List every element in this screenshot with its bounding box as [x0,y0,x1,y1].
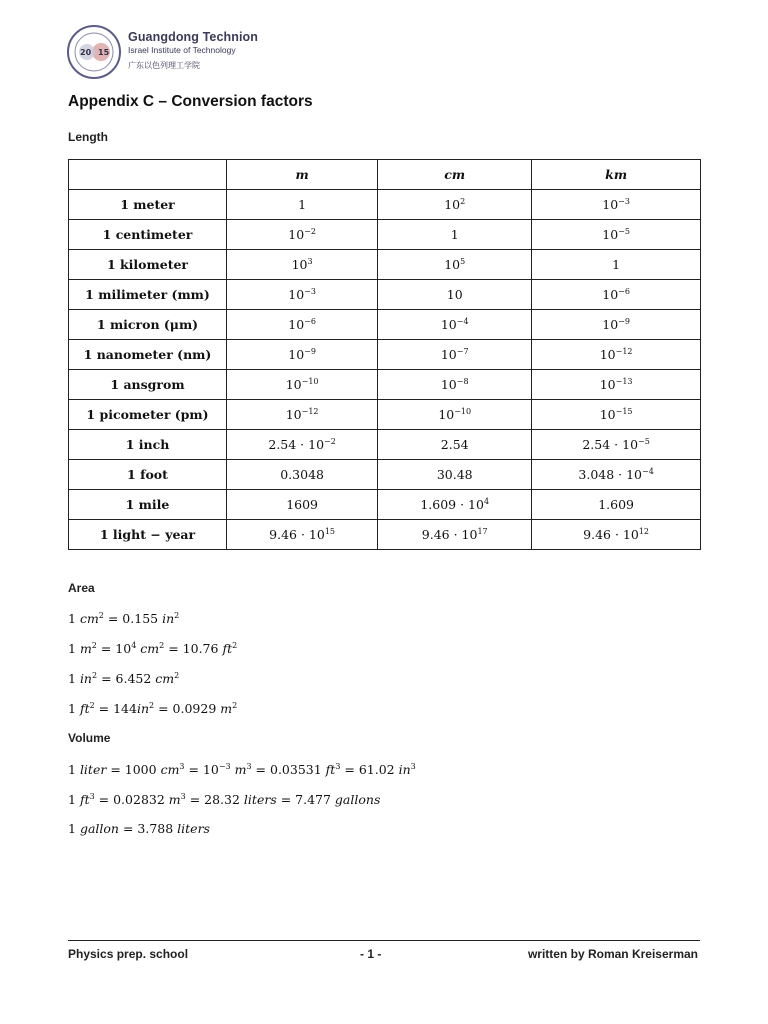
section-heading-length: Length [68,130,108,144]
unit: m [220,701,233,716]
column-header: km [532,160,701,190]
cell-exponent: −9 [304,347,316,356]
cell-base: 10 [440,377,457,392]
area-equation [68,701,237,716]
row-header: 1 light − year [69,520,227,550]
cell-base: 10 [288,227,305,242]
table-row [69,340,701,370]
cell-base: 10 [440,347,457,362]
cell-base: 10 [291,257,308,272]
table-cell [227,340,378,370]
unit: m [168,792,181,807]
table-cell [378,520,532,550]
cell-exponent: −10 [301,377,319,386]
cell-base: 10 [285,407,302,422]
unit: ft [325,762,336,777]
cell-base: 2.54 · 10 [268,437,325,452]
table-row [69,520,701,550]
equation-text: 1 [68,792,80,807]
table-row [69,370,701,400]
exponent: 2 [174,611,180,620]
exponent: 2 [232,701,238,710]
volume-equation [68,821,210,836]
table-row [69,310,701,340]
cell-base: 9.46 · 10 [269,527,325,542]
table-cell [227,460,378,490]
cell-exponent: −3 [304,287,316,296]
row-header: 1 micron (μm) [69,310,227,340]
cell-base: 10 [602,227,619,242]
cell-base: 9.46 · 10 [421,527,478,542]
corner-cell [69,160,227,190]
equation-text: = 10.76 [164,641,223,656]
cell-base: 2.54 [440,437,469,452]
unit: gallons [334,792,381,807]
cell-base: 10 [444,257,461,272]
row-header: 1 nanometer (nm) [69,340,227,370]
cell-exponent: −2 [324,437,336,446]
footer-author: written by Roman Kreiserman [527,947,698,961]
exponent: 2 [159,641,165,650]
cell-exponent: −5 [638,437,650,446]
row-header: 1 meter [69,190,227,220]
equation-text: = 10 [184,762,219,777]
table-cell [378,280,532,310]
equation-text: = 3.788 [118,821,178,836]
cell-base: 10 [599,347,616,362]
cell-base: 30.48 [436,467,473,482]
cell-base: 0.3048 [280,467,324,482]
footer-school: Physics prep. school [68,947,189,961]
equation-text: = 0.155 [103,611,163,626]
table-cell [378,460,532,490]
table-row [69,400,701,430]
cell-exponent: 12 [638,527,650,536]
exponent: 2 [91,641,97,650]
table-cell [532,280,701,310]
cell-base: 10 [440,317,457,332]
page-number: - 1 - [360,947,382,961]
cell-exponent: −4 [456,317,469,326]
table-cell [532,340,701,370]
exponent: 3 [180,792,186,801]
equation-text: = 10 [96,641,132,656]
cell-exponent: 3 [307,257,313,266]
section-heading-area: Area [68,581,95,595]
exponent: 3 [179,762,185,771]
cell-base: 10 [602,317,619,332]
unit: cm [79,611,99,626]
unit: in [79,671,92,686]
cell-exponent: 5 [460,257,466,266]
table-cell [227,280,378,310]
cell-exponent: −7 [456,347,469,356]
unit: cm [155,671,175,686]
cell-base: 10 [444,197,461,212]
unit: in [398,762,411,777]
cell-exponent: −6 [618,287,630,296]
cell-exponent: 4 [483,497,490,506]
cell-base: 10 [285,377,302,392]
cell-base: 10 [288,287,305,302]
area-equation [68,671,179,686]
table-cell [227,370,378,400]
exponent: 3 [335,762,341,771]
cell-base: 3.048 · 10 [578,467,643,482]
table-cell [227,430,378,460]
table-cell [378,340,532,370]
row-header: 1 kilometer [69,250,227,280]
cell-exponent: −3 [618,197,630,206]
cell-base: 2.54 · 10 [582,437,639,452]
cell-exponent: −8 [456,377,469,386]
cell-exponent: 15 [324,527,336,536]
column-header: m [227,160,378,190]
table-cell [378,250,532,280]
length-conversion-table [68,159,701,550]
table-cell [532,190,701,220]
table-cell [532,460,701,490]
table-row [69,430,701,460]
unit: ft [79,792,90,807]
table-cell [227,490,378,520]
table-row [69,220,701,250]
table-cell [378,370,532,400]
cell-exponent: −6 [304,317,316,326]
row-header: 1 milimeter (mm) [69,280,227,310]
logo-subtitle: Israel Institute of Technology [128,45,236,55]
table-header-row [69,160,701,190]
cell-exponent: −9 [618,317,630,326]
exponent: 2 [149,701,155,710]
unit: liters [243,792,277,807]
exponent: 3 [89,792,95,801]
equation-text: = 0.0929 [154,701,221,716]
cell-base: 1 [450,227,459,242]
exponent: 2 [89,701,95,710]
table-cell [378,490,532,520]
cell-base: 1 [612,257,621,272]
svg-text:15: 15 [98,48,110,57]
cell-base: 10 [438,407,455,422]
table-cell [378,190,532,220]
cell-exponent: 17 [477,527,488,536]
column-header: cm [378,160,532,190]
page-title: Appendix C – Conversion factors [68,93,313,110]
row-header: 1 mile [69,490,227,520]
volume-equation [68,762,416,777]
equation-text: = 6.452 [97,671,156,686]
university-seal-icon [66,24,122,80]
unit: in [162,611,175,626]
cell-base: 10 [446,287,463,302]
equation-text: 1 [68,762,80,777]
cell-exponent: −15 [615,407,633,416]
unit: liter [79,762,107,777]
table-cell [378,310,532,340]
unit: liters [177,821,210,836]
unit: gallon [79,821,119,836]
table-row [69,490,701,520]
table-row [69,280,701,310]
unit: ft [222,641,233,656]
cell-base: 10 [599,377,616,392]
equation-text: 1 [68,611,80,626]
equation-text: = 0.03531 [251,762,326,777]
equation-text: 1 [68,821,80,836]
table-cell [532,370,701,400]
cell-exponent: −4 [642,467,654,476]
equation-text: 1 [68,701,80,716]
table-cell [532,250,701,280]
table-cell [532,520,701,550]
cell-base: 10 [602,287,619,302]
row-header: 1 foot [69,460,227,490]
section-heading-volume: Volume [68,731,111,745]
cell-base: 9.46 · 10 [583,527,639,542]
cell-base: 10 [288,347,305,362]
table-cell [532,220,701,250]
equation-text: 1 [68,641,80,656]
equation-text: 1 [68,671,80,686]
logo-chinese-name: 广东以色列理工学院 [128,61,200,70]
logo-title: Guangdong Technion [128,30,259,44]
table-cell [378,430,532,460]
cell-base: 1.609 · 10 [420,497,484,512]
cell-base: 1609 [286,497,319,512]
cell-exponent: 2 [460,197,466,206]
cell-base: 10 [602,197,619,212]
table-row [69,190,701,220]
table-cell [532,490,701,520]
cell-exponent: −13 [615,377,633,386]
area-equation [68,611,179,626]
equation-text: = 7.477 [276,792,335,807]
equation-text: = 28.32 [185,792,244,807]
unit: m [79,641,92,656]
unit: ft [79,701,90,716]
unit: cm [140,641,160,656]
equation-text: = 144 [94,701,137,716]
footer-divider [68,940,700,941]
volume-equation [68,792,380,807]
exponent: 4 [131,641,137,650]
unit: in [136,701,150,716]
unit: m [234,762,247,777]
table-cell [227,250,378,280]
cell-base: 10 [288,317,305,332]
table-row [69,460,701,490]
exponent: 3 [246,762,252,771]
area-equation [68,641,237,656]
cell-base: 10 [599,407,616,422]
cell-exponent: −12 [301,407,319,416]
exponent: 2 [174,671,180,680]
table-cell [532,400,701,430]
table-cell [378,220,532,250]
row-header: 1 inch [69,430,227,460]
equation-text: = 61.02 [340,762,399,777]
cell-exponent: −10 [454,407,472,416]
cell-base: 1 [298,197,307,212]
institution-logo [66,22,266,84]
table-cell [378,400,532,430]
exponent: 3 [410,762,416,771]
table-cell [227,520,378,550]
svg-text:20: 20 [80,48,92,57]
table-row [69,250,701,280]
cell-exponent: −2 [304,227,316,236]
exponent: −3 [218,762,231,771]
cell-exponent: −5 [618,227,630,236]
table-cell [227,400,378,430]
equation-text: = 1000 [106,762,161,777]
table-cell [227,220,378,250]
table-cell [532,430,701,460]
cell-base: 1.609 [598,497,634,512]
row-header: 1 ansgrom [69,370,227,400]
exponent: 2 [232,641,238,650]
cell-exponent: −12 [615,347,633,356]
unit: cm [160,762,180,777]
exponent: 2 [92,671,98,680]
exponent: 2 [98,611,104,620]
table-cell [532,310,701,340]
table-cell [227,190,378,220]
table-cell [227,310,378,340]
equation-text: = 0.02832 [94,792,169,807]
row-header: 1 centimeter [69,220,227,250]
row-header: 1 picometer (pm) [69,400,227,430]
